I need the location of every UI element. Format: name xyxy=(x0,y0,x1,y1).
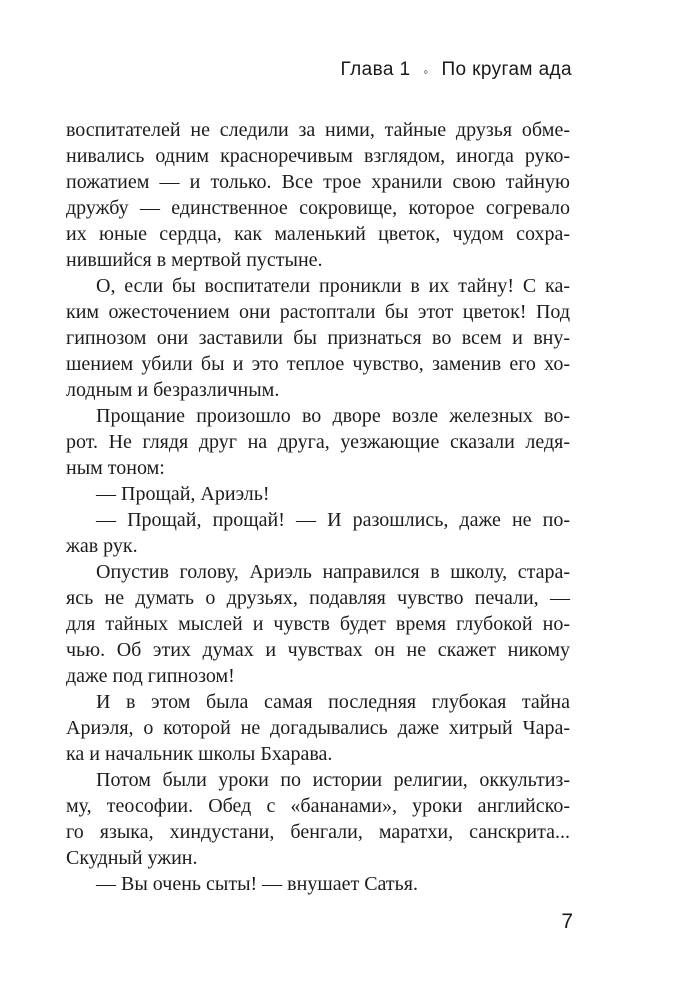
text-line: пожатием — и только. Все трое хранили свою тайную xyxy=(66,171,570,193)
paragraph xyxy=(66,273,570,403)
text-line: Скудный ужин. xyxy=(66,847,198,869)
text-line: даже под гипнозом! xyxy=(66,665,235,687)
text-line: го языка, хиндустани, бенгали, маратхи, санскрита... xyxy=(66,821,570,843)
text-line: И в этом была самая последняя глубокая тайна xyxy=(96,691,570,713)
paragraph xyxy=(66,689,570,767)
text-line: — Прощай, прощай! — И разошлись, даже не по- xyxy=(96,509,570,531)
text-line: шением убили бы и это теплое чувство, заменив его хо- xyxy=(66,353,570,375)
text-line: для тайных мыслей и чувств будет время глубокой но- xyxy=(66,613,570,635)
text-line: нивались одним красноречивым взглядом, иногда руко- xyxy=(66,145,570,167)
text-line: О, если бы воспитатели проникли в их тайну! С ка- xyxy=(96,275,570,297)
paragraph xyxy=(66,403,570,481)
text-line: их юные сердца, как маленький цветок, чудом сохра- xyxy=(66,223,570,245)
text-line: рот. Не глядя друг на друга, уезжающие сказали ледя- xyxy=(66,431,570,453)
paragraph xyxy=(66,117,570,273)
text-line: ким ожесточением они растоптали бы этот цветок! Под xyxy=(66,301,570,323)
text-line: Прощание произошло во дворе возле железных во- xyxy=(96,405,570,427)
text-line: ка и начальник школы Бхарава. xyxy=(66,743,333,765)
text-line: чью. Об этих думах и чувствах он не скажет никому xyxy=(66,639,570,661)
paragraph xyxy=(66,871,570,897)
text-line: Потом были уроки по истории религии, оккультиз- xyxy=(96,769,570,791)
text-line: му, теософии. Обед с «бананами», уроки английско- xyxy=(66,795,570,817)
text-line: — Вы очень сыты! — внушает Сатья. xyxy=(96,873,418,895)
text-line: ным тоном: xyxy=(66,457,165,479)
paragraph xyxy=(66,767,570,871)
text-line: нившийся в мертвой пустыне. xyxy=(66,249,323,271)
paragraph xyxy=(66,481,570,507)
text-line: ясь не думать о друзьях, подавляя чувство печали, — xyxy=(66,587,570,609)
page-number: 7 xyxy=(561,910,573,933)
text-line: жав рук. xyxy=(66,535,138,557)
text-line: — Прощай, Ариэль! xyxy=(96,483,270,505)
ring-separator-icon: ◦ xyxy=(423,63,429,79)
text-line: Опустив голову, Ариэль направился в школу, стара- xyxy=(96,561,570,583)
chapter-title: По кругам ада xyxy=(441,59,572,80)
text-line: воспитателей не следили за ними, тайные друзья обме- xyxy=(66,119,570,141)
text-line: лодным и безразличным. xyxy=(66,379,280,401)
running-head xyxy=(66,59,572,81)
text-line: Ариэля, о которой не догадывались даже хитрый Чара- xyxy=(66,717,570,739)
paragraph xyxy=(66,559,570,689)
paragraph xyxy=(66,507,570,559)
chapter-label: Глава 1 xyxy=(340,59,411,80)
text-line: гипнозом они заставили бы признаться во всем и вну- xyxy=(66,327,570,349)
text-block xyxy=(66,117,570,897)
text-line: дружбу — единственное сокровище, которое согревало xyxy=(66,197,570,219)
